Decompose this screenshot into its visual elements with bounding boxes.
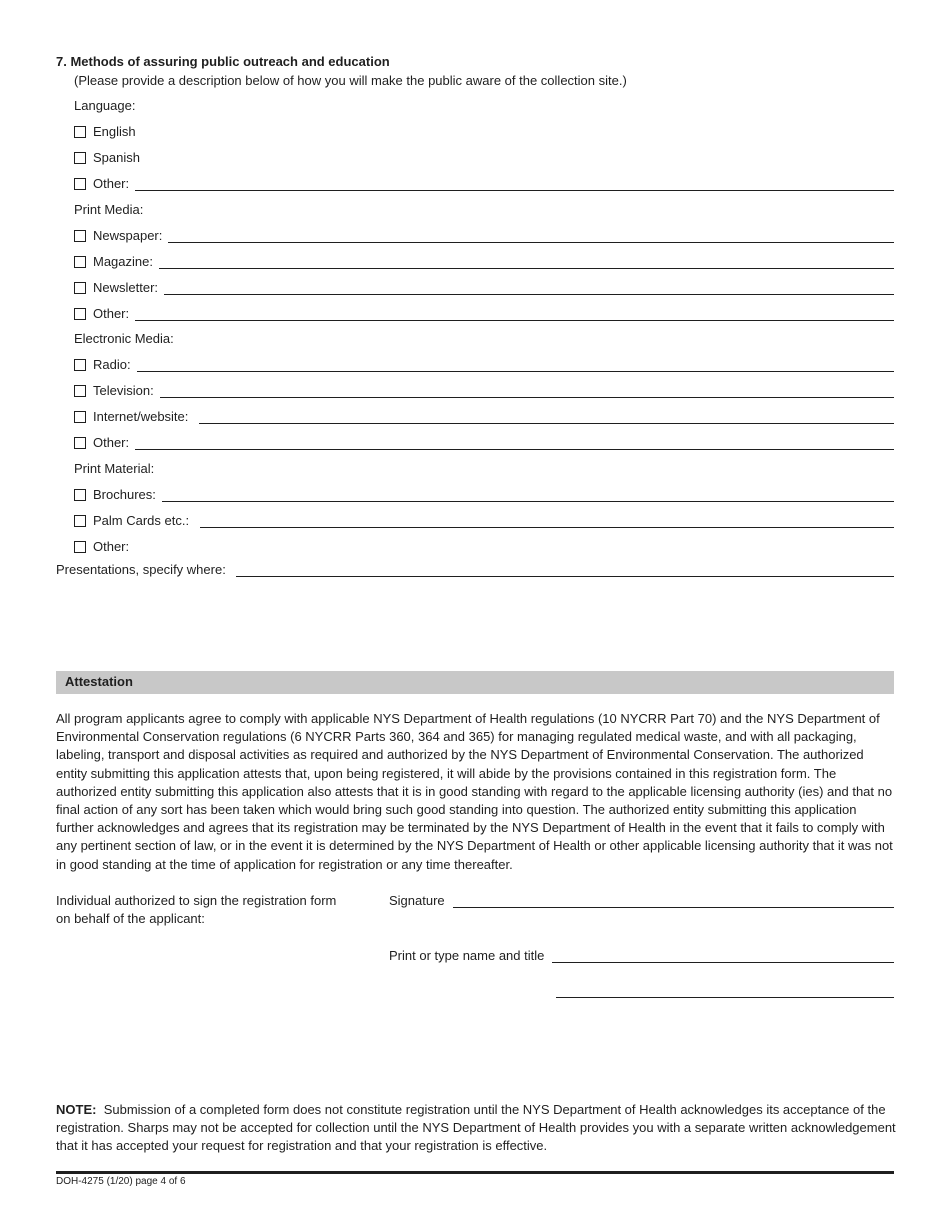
language-other-field[interactable] (135, 189, 894, 191)
section-title: 7. Methods of assuring public outreach and education (56, 54, 390, 69)
attestation-header (56, 671, 894, 694)
print-media-other-label: Other: (93, 306, 130, 321)
internet-checkbox[interactable] (74, 411, 86, 423)
internet-label: Internet/website: (93, 409, 189, 424)
note-prefix: NOTE: (56, 1102, 97, 1117)
english-option (74, 123, 894, 141)
english-checkbox[interactable] (74, 126, 86, 138)
radio-option (74, 356, 894, 374)
newsletter-checkbox[interactable] (74, 282, 86, 294)
brochures-label: Brochures: (93, 487, 156, 502)
television-field[interactable] (160, 396, 894, 398)
attestation-body: All program applicants agree to comply with applicable NYS Department of Health regulations (10 NYCRR Part 70) and the NYS Department of Environmental Conservation regulations (6 NYCRR Parts 360, 364 and 365) for managing regulated medical waste, and with all packaging, labeling, transport and disposal activities as required and authorized by the NYS Department of Environmental Conservation. The authorized entity submitting this application attests that, upon being registered, it will abide by the provisions contained in this registration form. The authorized entity submitting this application also attests that it is in good standing with regard to the applicable licensing authority (ies) and that no final action of any sort has been taken which would bring such good standing into question. The authorized entity submitting this application further acknowledges and agrees that its registration may be terminated by the NYS Department of Health in the event that it fails to comply with any pertinent section of law, or in the event it is determined by the NYS Department of Health or other applicable licensing authority that it was not in good standing at the time of application for registration or any time thereafter. (56, 711, 893, 872)
form-footer: DOH-4275 (1/20) page 4 of 6 (56, 1176, 186, 1187)
spanish-checkbox[interactable] (74, 152, 86, 164)
spanish-label: Spanish (93, 150, 140, 165)
newspaper-label: Newspaper: (93, 228, 163, 243)
radio-field[interactable] (137, 370, 894, 372)
brochures-option (74, 486, 894, 504)
presentations-row (56, 561, 894, 579)
presentations-field[interactable] (236, 575, 894, 577)
note-paragraph (56, 1101, 896, 1156)
television-checkbox[interactable] (74, 385, 86, 397)
print-name-row (389, 947, 894, 965)
title-field[interactable] (556, 997, 894, 998)
radio-checkbox[interactable] (74, 359, 86, 371)
language-other-option (74, 175, 894, 193)
brochures-field[interactable] (162, 500, 894, 502)
print-media-other-option (74, 305, 894, 323)
english-label: English (93, 124, 136, 139)
palm-cards-checkbox[interactable] (74, 515, 86, 527)
print-material-other-label: Other: (93, 539, 130, 554)
magazine-field[interactable] (159, 267, 894, 269)
newsletter-option (74, 279, 894, 297)
newspaper-checkbox[interactable] (74, 230, 86, 242)
footer-divider (56, 1171, 894, 1174)
newspaper-option (74, 227, 894, 245)
spanish-option (74, 149, 894, 167)
electronic-media-other-checkbox[interactable] (74, 437, 86, 449)
language-heading: Language: (74, 98, 136, 113)
print-material-other-checkbox[interactable] (74, 541, 86, 553)
newspaper-field[interactable] (168, 241, 894, 243)
attestation-title: Attestation (65, 674, 133, 689)
signature-label: Signature (389, 893, 445, 908)
print-material-other-option (74, 538, 894, 556)
electronic-media-other-field[interactable] (135, 448, 894, 450)
palm-cards-field[interactable] (200, 526, 894, 528)
print-material-heading: Print Material: (74, 461, 155, 476)
print-media-other-field[interactable] (135, 319, 894, 321)
magazine-option (74, 253, 894, 271)
language-other-label: Other: (93, 176, 130, 191)
note-text: Submission of a completed form does not constitute registration until the NYS Department of Health acknowledges its acceptance of the registration. Sharps may not be accepted for collection until the NYS Department of Health provides you with a separate written acknowledgement that it has accepted your request for registration and that your registration is effective. (56, 1102, 896, 1154)
section-instructions: (Please provide a description below of how you will make the public aware of the collection site.) (74, 73, 627, 88)
electronic-media-heading: Electronic Media: (74, 331, 174, 346)
print-media-other-checkbox[interactable] (74, 308, 86, 320)
electronic-media-other-option (74, 434, 894, 452)
electronic-media-other-label: Other: (93, 435, 130, 450)
radio-label: Radio: (93, 357, 131, 372)
newsletter-field[interactable] (164, 293, 894, 295)
presentations-label: Presentations, specify where: (56, 562, 226, 577)
internet-field[interactable] (199, 422, 894, 424)
signature-field[interactable] (453, 907, 894, 908)
television-label: Television: (93, 383, 154, 398)
signature-row (389, 892, 894, 910)
palm-cards-option (74, 512, 894, 530)
newsletter-label: Newsletter: (93, 280, 159, 295)
language-other-checkbox[interactable] (74, 178, 86, 190)
magazine-checkbox[interactable] (74, 256, 86, 268)
television-option (74, 382, 894, 400)
brochures-checkbox[interactable] (74, 489, 86, 501)
print-name-field[interactable] (552, 962, 894, 963)
internet-option (74, 408, 894, 426)
authorized-individual-label: Individual authorized to sign the registration form on behalf of the applicant: (56, 893, 337, 926)
print-name-label: Print or type name and title (389, 948, 545, 963)
magazine-label: Magazine: (93, 254, 153, 269)
palm-cards-label: Palm Cards etc.: (93, 513, 190, 528)
print-media-heading: Print Media: (74, 202, 144, 217)
